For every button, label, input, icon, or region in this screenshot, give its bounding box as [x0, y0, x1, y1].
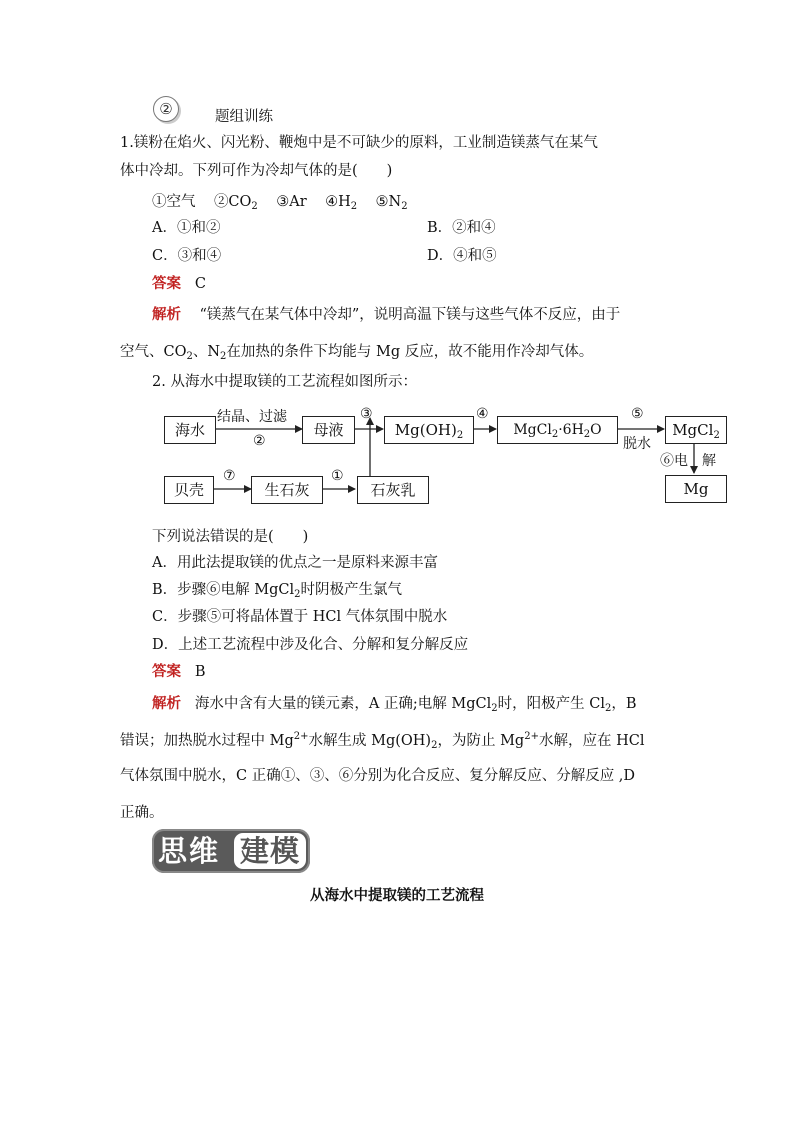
- q2-stem: 2. 从海水中提取镁的工艺流程如图所示：: [152, 374, 417, 390]
- q2-analysis-line2: 错误；加热脱水过程中 $Mg^{2+}$水解生成 $Mg(OH)_2$，为防止 $Mg^{2+}$水解，应在 HCl: [120, 731, 645, 751]
- q2-choice-d: D．上述工艺流程中涉及化合、分解和复分解反应: [152, 637, 469, 653]
- answer-value: B: [194, 664, 206, 680]
- q2-choice-b: B．步骤⑥电解 MgCl$_2$时阴极产生氯气: [152, 582, 402, 600]
- analysis-label: 解析: [152, 696, 181, 712]
- label-step1: ①: [331, 468, 344, 484]
- flow-box-shell: 贝壳: [164, 476, 214, 504]
- section-title: 题组训练: [215, 109, 273, 125]
- q1-gas-options: [152, 190, 408, 211]
- option-h2: $④H_2$: [325, 194, 358, 212]
- q1-choice-b: B．②和④: [427, 220, 496, 236]
- q1-analysis-line1: 解析 “镁蒸气在某气体中冷却”，说明高温下镁与这些气体不反应，由于: [152, 307, 621, 323]
- q2-choice-a: A．用此法提取镁的优点之一是原料来源丰富: [152, 555, 438, 571]
- q2-analysis-line3: 气体氛围中脱水，C 正确①、③、⑥分别为化合反应、复分解反应、分解反应 ,D: [120, 768, 636, 784]
- q1-stem-line2: 体中冷却。下列可作为冷却气体的是( ): [120, 163, 393, 179]
- flow-box-lime-milk: 石灰乳: [357, 476, 429, 504]
- q1-choice-d: D．④和⑤: [427, 248, 497, 264]
- answer-value: C: [194, 276, 206, 292]
- flow-box-seawater: 海水: [164, 416, 216, 444]
- flow-box-mgcl2: MgCl$_2$: [665, 416, 727, 444]
- q1-analysis-line2: 空气、$CO_2$、$N_2$在加热的条件下均能与 Mg 反应，故不能用作冷却气体。: [120, 344, 594, 362]
- q2-answer: [152, 660, 205, 681]
- q1-stem-line1: 1.镁粉在焰火、闪光粉、鞭炮中是不可缺少的原料，工业制造镁蒸气在某气: [120, 135, 598, 151]
- flow-box-mg: Mg: [665, 475, 727, 503]
- label-electrolysis: 解: [702, 453, 716, 469]
- label-step2: ②: [253, 433, 266, 449]
- flow-box-mgoh2: $Mg(OH)_2$: [384, 416, 474, 444]
- thinking-model-badge: [152, 829, 310, 873]
- q1-answer: [152, 272, 206, 293]
- label-step3: ③: [360, 406, 373, 422]
- q1-choice-c: C．③和④: [152, 248, 222, 264]
- section-number-badge: ②: [153, 96, 179, 122]
- q2-analysis-line4: 正确。: [120, 805, 164, 821]
- badge-left-text: 思维: [158, 834, 221, 868]
- option-n2: $⑤N_2$: [375, 194, 408, 212]
- label-dehydrate: 脱水: [623, 436, 651, 452]
- option-air: ①空气: [152, 194, 196, 210]
- q2-question: 下列说法错误的是( ): [152, 529, 309, 545]
- option-ar: ③Ar: [276, 194, 307, 210]
- label-step4: ④: [476, 406, 489, 422]
- analysis-label: 解析: [152, 307, 181, 323]
- option-co2: $②CO_2$: [213, 194, 258, 212]
- flow-box-mgcl2-hydrate: $MgCl_2\cdot 6H_2O$: [497, 416, 618, 444]
- label-step5: ⑤: [631, 406, 644, 422]
- answer-label: 答案: [152, 276, 181, 292]
- badge-right-text: 建模: [234, 833, 306, 869]
- flow-box-mother-liquor: 母液: [302, 416, 355, 444]
- q2-analysis-line1: 解析 海水中含有大量的镁元素，A 正确;电解 MgCl$_2$时，阳极产生 $Cl_2$，B: [152, 696, 637, 714]
- label-step7: ⑦: [223, 468, 236, 484]
- answer-label: 答案: [152, 664, 181, 680]
- model-caption: 从海水中提取镁的工艺流程: [310, 887, 484, 904]
- q1-choice-a: A．①和②: [152, 220, 221, 236]
- flow-box-quicklime: 生石灰: [251, 476, 323, 504]
- q2-choice-c: C．步骤⑤可将晶体置于 HCl 气体氛围中脱水: [152, 609, 448, 625]
- label-crystallize-filter: 结晶、过滤: [217, 409, 287, 425]
- label-step6: ⑥电: [660, 453, 688, 469]
